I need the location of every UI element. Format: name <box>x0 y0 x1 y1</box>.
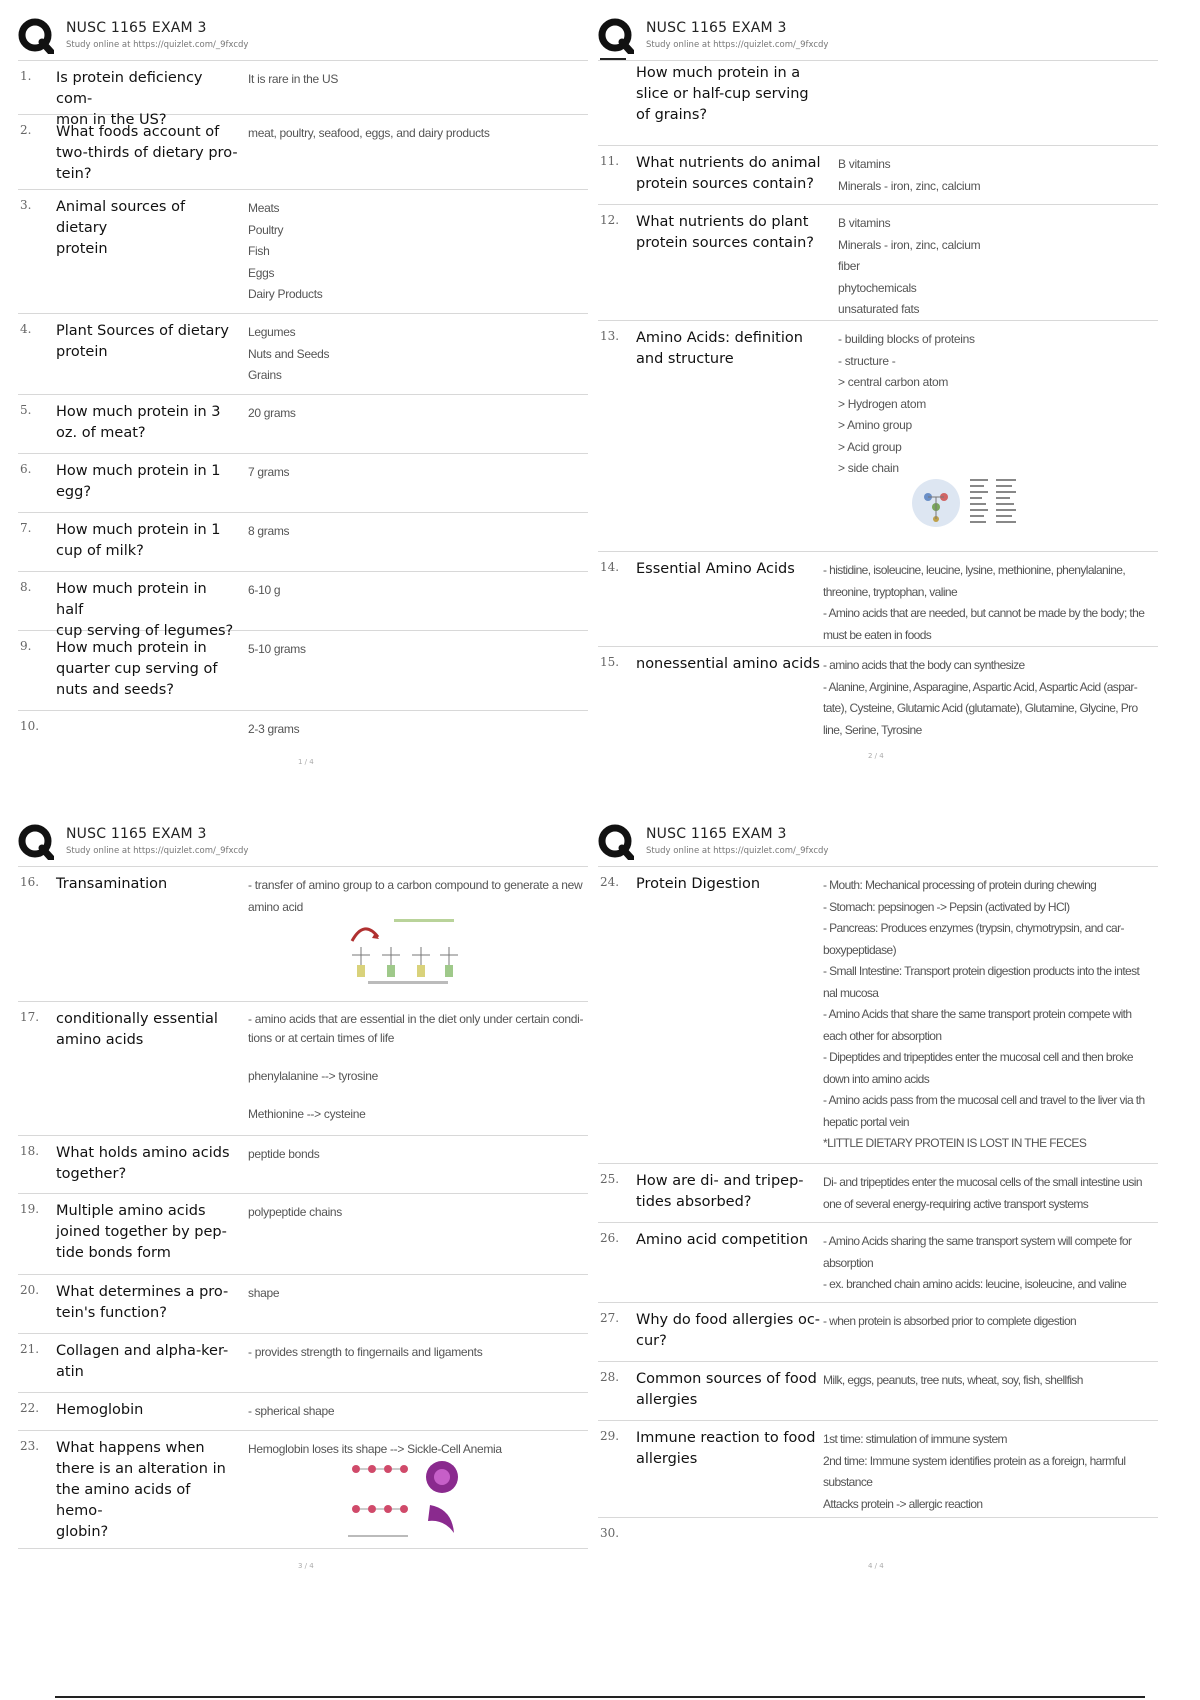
card-number: 7. <box>20 521 32 535</box>
card-definition: Di- and tripeptides enter the mucosal cells of the small intestine usin one of several energy-requiring active transport systems <box>823 1175 1142 1211</box>
card-term: Protein Digestion <box>636 876 761 892</box>
quizlet-logo-icon <box>598 18 634 54</box>
amino-acid-structure-image <box>908 471 1028 536</box>
card-definition: Milk, eggs, peanuts, tree nuts, wheat, soy, fish, shellfish <box>823 1373 1083 1387</box>
card-term: What nutrients do plant protein sources contain? <box>636 214 814 251</box>
quizlet-logo-icon <box>598 824 634 860</box>
sickle-cell-image <box>348 1459 474 1543</box>
card-number: 10. <box>20 719 40 733</box>
card-term: Plant Sources of dietary protein <box>56 323 229 360</box>
card-row <box>18 115 588 190</box>
card-definition: - spherical shape <box>248 1404 335 1418</box>
card-term: conditionally essential amino acids <box>56 1011 218 1048</box>
card-definition: - provides strength to fingernails and ligaments <box>248 1345 483 1359</box>
card-definition: B vitamins Minerals - iron, zinc, calcium fiber phytochemicals unsaturated fats <box>838 216 981 316</box>
card-number: 5. <box>20 403 32 417</box>
card-number: 4. <box>20 322 32 336</box>
card-definition: Meats Poultry Fish Eggs Dairy Products <box>248 201 323 301</box>
bottom-rule <box>55 1696 1145 1698</box>
card-row <box>18 631 588 711</box>
page-2 <box>598 16 1158 760</box>
card-row <box>598 205 1158 321</box>
card-term: How much protein in 1 cup of milk? <box>56 522 221 559</box>
card-number: 8. <box>20 580 32 594</box>
card-number: 21. <box>20 1342 40 1356</box>
card-definition: It is rare in the US <box>248 72 339 86</box>
card-row <box>598 1518 1158 1558</box>
card-number: 22. <box>20 1401 40 1415</box>
card-definition: 20 grams <box>248 406 296 420</box>
card-row <box>18 1275 588 1334</box>
page-header <box>18 16 588 61</box>
card-number: 3. <box>20 198 32 212</box>
page-1 <box>18 16 588 766</box>
card-number: 30. <box>600 1526 620 1540</box>
card-row <box>18 395 588 454</box>
page-3 <box>18 822 588 1570</box>
card-row <box>598 1421 1158 1518</box>
card-term: Amino acid competition <box>636 1232 809 1248</box>
card-term: How much protein in 3 oz. of meat? <box>56 404 221 441</box>
page-header <box>598 822 1158 867</box>
card-term: How much protein in 1 egg? <box>56 463 221 500</box>
page-title: NUSC 1165 EXAM 3 <box>646 826 787 842</box>
card-term: What holds amino acids together? <box>56 1145 230 1182</box>
study-link[interactable]: Study online at https://quizlet.com/_9fxcdy <box>646 40 829 50</box>
card-term: How much protein in quarter cup serving of nuts and seeds? <box>56 640 218 698</box>
card-definition: polypeptide chains <box>248 1205 343 1219</box>
card-row-continued <box>598 61 1158 146</box>
card-definition: 2-3 grams <box>248 722 300 736</box>
transamination-diagram-image <box>348 915 468 987</box>
card-term: Common sources of food allergies <box>636 1371 817 1408</box>
card-number: 19. <box>20 1202 40 1216</box>
card-number: 15. <box>600 655 620 669</box>
card-number: 14. <box>600 560 620 574</box>
card-term: Essential Amino Acids <box>636 561 795 577</box>
card-number: 25. <box>600 1172 620 1186</box>
page-number: 4 / 4 <box>868 1562 884 1570</box>
card-number: 26. <box>600 1231 620 1245</box>
card-term: What determines a pro- tein's function? <box>56 1284 229 1321</box>
card-definition: meat, poultry, seafood, eggs, and dairy products <box>248 126 490 140</box>
card-number: 6. <box>20 462 32 476</box>
card-row <box>18 454 588 513</box>
card-row <box>18 1194 588 1275</box>
card-number: 11. <box>600 154 620 168</box>
card-row <box>18 1334 588 1393</box>
card-row <box>18 711 588 745</box>
card-row <box>18 1136 588 1194</box>
card-row <box>598 1303 1158 1362</box>
page-title: NUSC 1165 EXAM 3 <box>646 20 787 36</box>
card-definition: - Mouth: Mechanical processing of protein during chewing - Stomach: pepsinogen -> Pepsin (activated by HCl) - Pancreas: Produces enzymes (trypsin, chymotrypsin, and car- boxypeptidase) - Small Intestine: Transport protein digestion products into the intest nal mucosa - Amino Acids that share the same transport protein compete with each other for absorption - Dipeptides and tripeptides enter the mucosal cell and then broke down into amino acids - Amino acids pass from the mucosal cell and travel to the liver via th hepatic portal vein *LITTLE DIETARY PROTEIN IS LOST IN THE FECES <box>823 878 1145 1150</box>
study-link[interactable]: Study online at https://quizlet.com/_9fxcdy <box>66 846 249 856</box>
card-definition: Legumes Nuts and Seeds Grains <box>248 325 330 382</box>
page-header <box>598 16 1158 61</box>
card-number: 1. <box>20 69 32 83</box>
card-term: What foods account of two-thirds of dietary pro- tein? <box>56 124 238 182</box>
card-definition: - histidine, isoleucine, leucine, lysine, methionine, phenylalanine, threonine, tryptophan, valine - Amino acids that are needed, but cannot be made by the body; the must be eaten in foods <box>823 563 1145 642</box>
card-row <box>598 321 1158 552</box>
card-row <box>18 190 588 314</box>
card-definition: - amino acids that are essential in the diet only under certain condi- tions or at certain times of life phenylalanine --> tyrosine Methionine --> cysteine <box>248 1012 584 1121</box>
card-row <box>598 1362 1158 1421</box>
card-row <box>598 647 1158 747</box>
card-definition: shape <box>248 1286 280 1300</box>
card-definition: - amino acids that the body can synthesize - Alanine, Arginine, Asparagine, Aspartic Acid, Aspartic Acid (aspar- tate), Cysteine, Glutamic Acid (glutamate), Glutamine, Glycine, Pro line, Serine, Tyrosine <box>823 658 1138 737</box>
study-link[interactable]: Study online at https://quizlet.com/_9fxcdy <box>646 846 829 856</box>
card-number: 13. <box>600 329 620 343</box>
card-definition: 8 grams <box>248 524 290 538</box>
card-definition: - when protein is absorbed prior to complete digestion <box>823 1314 1077 1328</box>
card-row <box>598 1223 1158 1303</box>
card-number: 16. <box>20 875 40 889</box>
card-term: Hemoglobin <box>56 1402 144 1418</box>
page-header <box>18 822 588 867</box>
page-title: NUSC 1165 EXAM 3 <box>66 826 207 842</box>
card-term: nonessential amino acids <box>636 656 820 672</box>
card-number: 17. <box>20 1010 40 1024</box>
page-number: 3 / 4 <box>298 1562 314 1570</box>
page-4 <box>598 822 1158 1570</box>
page-number: 1 / 4 <box>298 758 314 766</box>
card-term: Amino Acids: definition and structure <box>636 330 803 367</box>
card-definition: B vitamins Minerals - iron, zinc, calcium <box>838 157 981 193</box>
card-definition: 6-10 g <box>248 583 281 597</box>
card-number: 12. <box>600 213 620 227</box>
card-term: Immune reaction to food allergies <box>636 1430 816 1467</box>
card-term: What happens when there is an alteration in the amino acids of hemo- globin? <box>56 1440 226 1540</box>
card-row <box>18 314 588 395</box>
card-term: Animal sources of dietary protein <box>56 199 186 257</box>
card-number: 18. <box>20 1144 40 1158</box>
card-number: 29. <box>600 1429 620 1443</box>
card-number: 23. <box>20 1439 40 1453</box>
card-term: Transamination <box>56 876 168 892</box>
card-row <box>598 1164 1158 1223</box>
card-row <box>18 867 588 1002</box>
card-number: 2. <box>20 123 32 137</box>
card-number: 28. <box>600 1370 620 1384</box>
card-term: Is protein deficiency com- mon in the US? <box>56 70 203 128</box>
card-definition: 7 grams <box>248 465 290 479</box>
card-term: How much protein in a slice or half-cup serving of grains? <box>636 65 809 123</box>
card-definition: - building blocks of proteins - structure - > central carbon atom > Hydrogen atom > Amino group > Acid group > side chain <box>838 332 975 475</box>
card-number: 9. <box>20 639 32 653</box>
card-definition: - Amino Acids sharing the same transport system will compete for absorption - ex. branched chain amino acids: leucine, isoleucine, and valine <box>823 1234 1132 1291</box>
card-row <box>18 513 588 572</box>
card-definition: peptide bonds <box>248 1147 320 1161</box>
quizlet-logo-icon <box>18 824 54 860</box>
card-term: Multiple amino acids joined together by pep- tide bonds form <box>56 1203 227 1261</box>
card-term: What nutrients do animal protein sources contain? <box>636 155 821 192</box>
card-definition: 1st time: stimulation of immune system 2nd time: Immune system identifies protein as a foreign, harmful substance Attacks protein -> allergic reaction <box>823 1432 1126 1511</box>
card-row <box>18 1002 588 1136</box>
card-term: How are di- and tripep- tides absorbed? <box>636 1173 804 1210</box>
card-row <box>18 572 588 639</box>
card-number: 20. <box>20 1283 40 1297</box>
card-definition: - transfer of amino group to a carbon compound to generate a new amino acid <box>248 878 583 914</box>
page-title: NUSC 1165 EXAM 3 <box>66 20 207 36</box>
card-definition: Hemoglobin loses its shape --> Sickle-Cell Anemia <box>248 1442 502 1456</box>
card-row <box>18 1431 588 1549</box>
card-row <box>18 1393 588 1431</box>
card-row <box>598 867 1158 1164</box>
card-term: How much protein in half cup serving of legumes? <box>56 581 234 639</box>
card-definition: 5-10 grams <box>248 642 306 656</box>
quizlet-logo-icon <box>18 18 54 54</box>
card-row <box>598 552 1158 647</box>
card-row <box>18 61 588 128</box>
card-term: Collagen and alpha-ker- atin <box>56 1343 229 1380</box>
page-number: 2 / 4 <box>868 752 884 760</box>
card-number: 27. <box>600 1311 620 1325</box>
card-row <box>598 146 1158 205</box>
card-term: Why do food allergies oc- cur? <box>636 1312 821 1349</box>
card-number: 24. <box>600 875 620 889</box>
study-link[interactable]: Study online at https://quizlet.com/_9fxcdy <box>66 40 249 50</box>
